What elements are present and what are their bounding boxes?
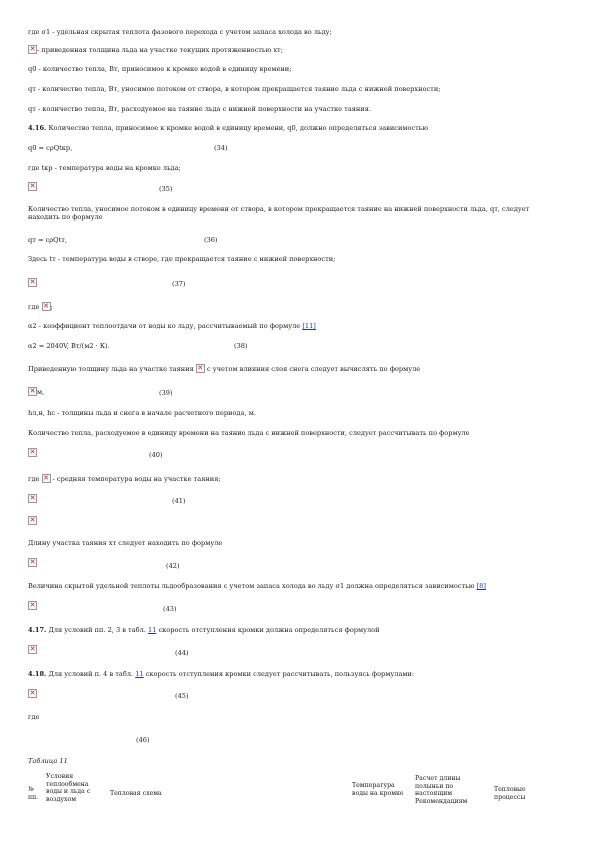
text-line: qт - количество тепла, Вт, расходуемое на таяние льда с нижней поверхности на участке таяния.: [28, 105, 371, 113]
text-span: где: [28, 475, 42, 483]
broken-image-icon: [28, 494, 37, 503]
text-line: Здесь tт - температура воды в створе, где прекращается таяние с нижней поверхности;: [28, 255, 336, 263]
equation-number: (34): [214, 144, 228, 152]
equation-number: (36): [204, 236, 218, 244]
formula-line: q0 = cρQtкр,: [28, 144, 73, 152]
table-link[interactable]: 11: [135, 670, 144, 678]
equation-number: (43): [163, 605, 177, 613]
formula-line: α2 = 2040V, Вт/(м2 · К).: [28, 342, 110, 350]
text-span: - средняя температура воды на участке таяния;: [50, 475, 221, 483]
table-header-cell: Условия теплообмена воды и льда с воздухом: [46, 773, 91, 803]
equation-number: (40): [149, 451, 163, 459]
text-span: Количество тепла, приносимое к кромке водой в единицу времени, q0, должно определяться зависимостью: [46, 124, 429, 132]
table-header-cell: Расчет длины полыньи по настоящим Рекомендациям: [415, 775, 468, 805]
table-header-cell: Тепловые процессы: [494, 786, 526, 801]
text-span: α2 - коэффициент теплоотдачи от воды ко льду, рассчитываемый по формуле: [28, 322, 303, 330]
table-caption: Таблица 11: [28, 757, 68, 765]
text-span: Величина скрытой удельной теплоты льдообразования с учетом запаса холода во льду σ1 должна определяться зависимостью: [28, 582, 477, 590]
text-span: - приведенная толщина льда на участке текущих протяженностью xт;: [37, 46, 283, 54]
section-number: 4.16.: [28, 124, 47, 132]
text-line: Количество тепла, расходуемое в единицу времени на таяние льда с нижней поверхности, следует рассчитывать по формуле: [28, 429, 470, 437]
equation-number: (42): [166, 562, 180, 570]
text-line: q0 - количество тепла, Вт, приносимое к кромке водой в единицу времени;: [28, 65, 292, 73]
broken-image-icon: [42, 302, 51, 311]
broken-image-icon: [28, 448, 37, 457]
equation-number: (37): [172, 280, 186, 288]
text-span: Для условий п. 4 в табл.: [46, 670, 136, 678]
section-number: 4.17.: [28, 626, 47, 634]
text-span: где: [28, 303, 40, 311]
section-paragraph: [28, 670, 414, 678]
broken-image-icon: [28, 601, 37, 610]
text-line: [28, 364, 420, 373]
text-line: где σ1 - удельная скрытая теплота фазового перехода с учетом запаса холода во льду;: [28, 28, 332, 36]
text-span: скорость отступления кромки должна определяться формулой: [156, 626, 380, 634]
broken-image-icon: [28, 387, 37, 396]
text-span: с учетом влияния слоя снега следует вычислять по формуле: [204, 365, 421, 373]
equation-number: (35): [159, 185, 173, 193]
text-line: [28, 45, 283, 54]
broken-image-icon: [42, 474, 51, 483]
table-link[interactable]: 11: [148, 626, 157, 634]
broken-image-icon: [28, 516, 37, 525]
broken-image-icon: [28, 645, 37, 654]
broken-image-icon: [28, 45, 37, 54]
text-line: hл,н, hс - толщины льда и снега в начале расчетного периода, м.: [28, 409, 256, 417]
equation-number: (46): [136, 736, 150, 744]
equation-number: (41): [172, 497, 186, 505]
table-header-cell: Температура воды на кромке: [352, 782, 404, 797]
text-paragraph: Количество тепла, уносимое потоком в единицу времени от створа, в котором прекращается таяние на нижней поверхности льда, qт, следует находить по формуле: [28, 205, 530, 221]
broken-image-icon: [28, 689, 37, 698]
reference-link[interactable]: [11]: [302, 322, 316, 330]
reference-link[interactable]: [8]: [476, 582, 486, 590]
formula-line: [28, 387, 44, 396]
text-line: [28, 474, 221, 483]
text-line: qт - количество тепла, Вт, уносимое потоком от створа, в котором прекращается таяние льда с нижней поверхности;: [28, 85, 441, 93]
text-line: [28, 322, 316, 330]
equation-number: (44): [175, 649, 189, 657]
equation-number: (45): [175, 692, 189, 700]
table-header-cell: Тепловая схема: [110, 790, 162, 797]
text-span: Для условий пп. 2, 3 в табл.: [46, 626, 148, 634]
text-span: скорость отступления кромки следует рассчитывать, пользуясь формулами:: [143, 670, 415, 678]
formula-line: qт = cρQtт,: [28, 236, 67, 244]
text-line: Длину участка таяния xт следует находить по формуле: [28, 539, 223, 547]
text-line: [28, 582, 486, 590]
section-paragraph: [28, 124, 428, 132]
equation-number: (39): [159, 389, 173, 397]
text-span: Приведенную толщину льда на участке таяния: [28, 365, 196, 373]
text-line: где: [28, 713, 40, 721]
text-span: ;: [50, 303, 53, 311]
section-number: 4.18.: [28, 670, 47, 678]
text-span: м,: [37, 388, 45, 396]
broken-image-icon: [28, 182, 37, 191]
text-line: где tкр - температура воды на кромке льда;: [28, 164, 181, 172]
broken-image-icon: [196, 364, 205, 373]
table-header-cell: № пп.: [28, 786, 39, 801]
broken-image-icon: [28, 558, 37, 567]
text-line: [28, 302, 53, 311]
broken-image-icon: [28, 278, 37, 287]
equation-number: (38): [234, 342, 248, 350]
section-paragraph: [28, 626, 380, 634]
